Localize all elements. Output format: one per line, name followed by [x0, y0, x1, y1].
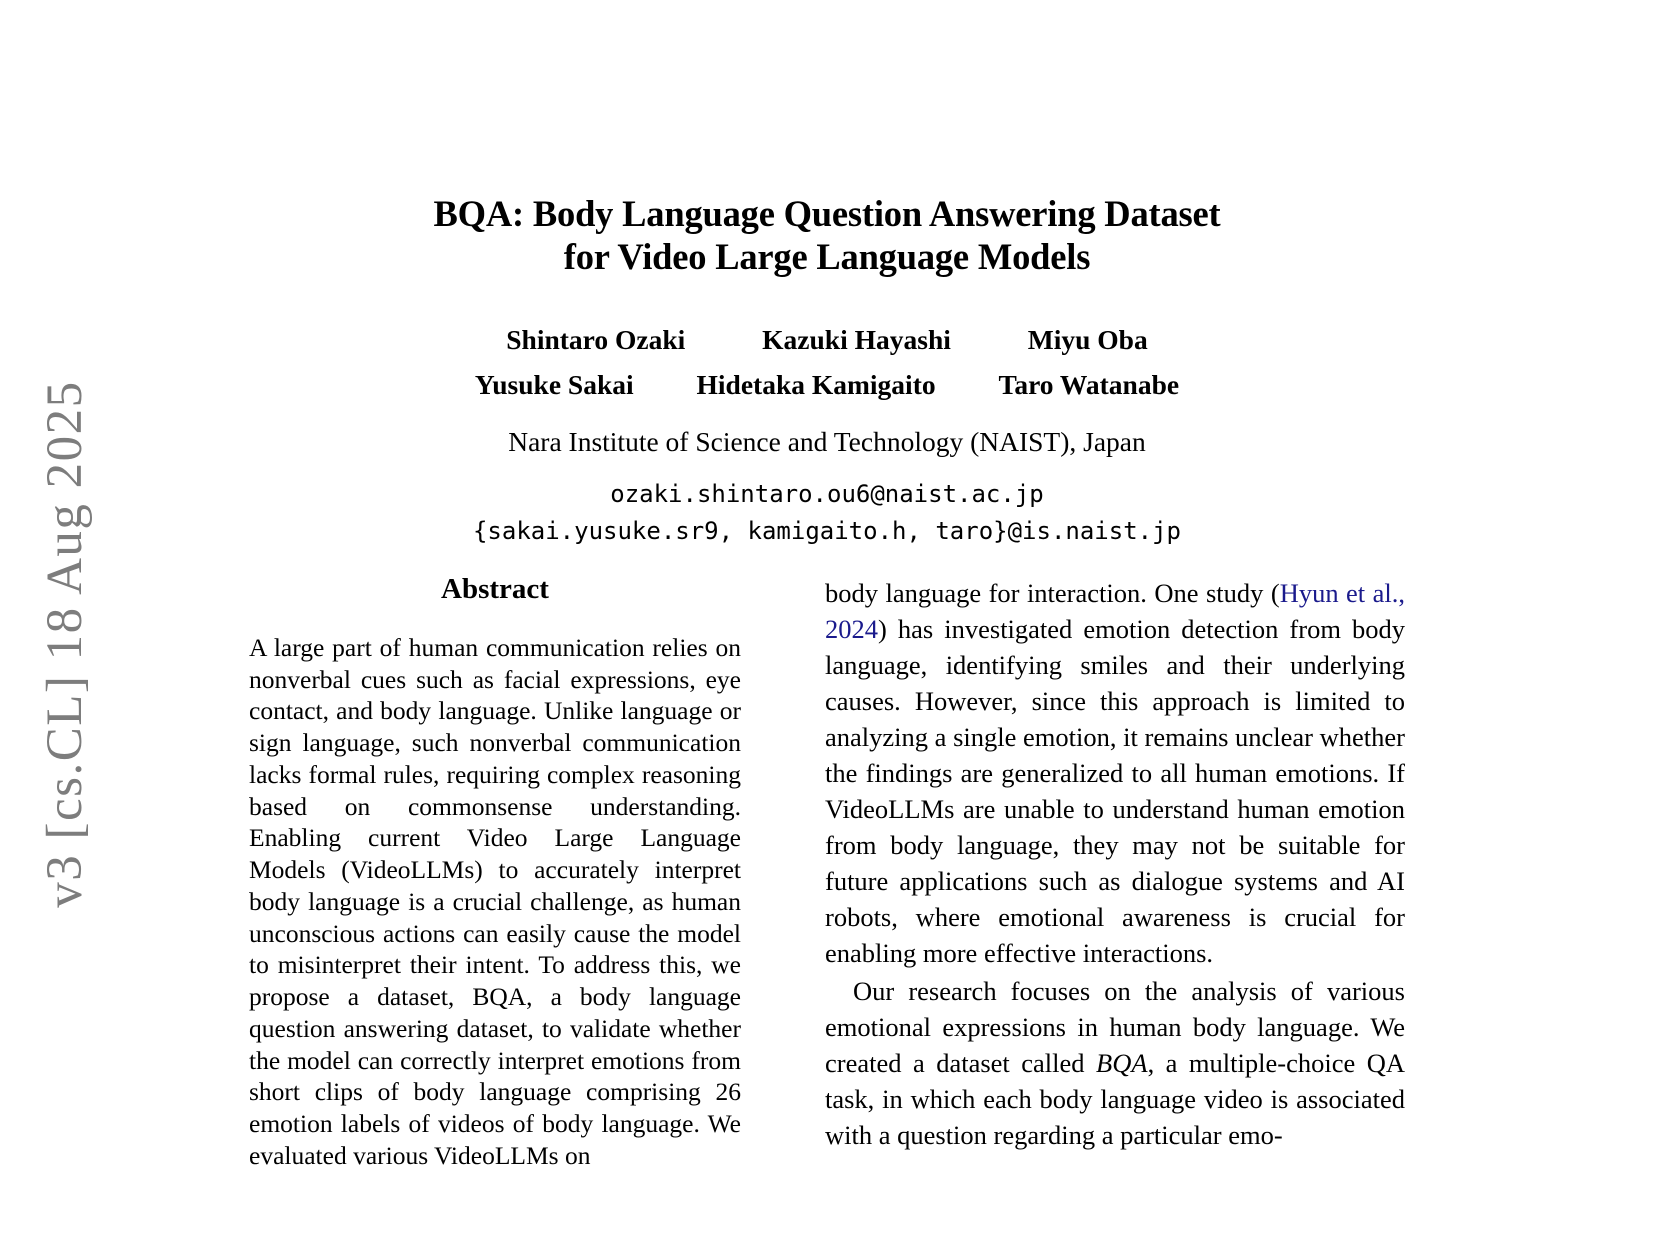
affiliation: Nara Institute of Science and Technology (NAIST), Japan	[508, 425, 1146, 457]
author-name: Kazuki Hayashi	[762, 324, 951, 356]
author-name: Yusuke Sakai	[474, 368, 634, 400]
author-list	[237, 318, 1417, 407]
author-name: Hidetaka Kamigaito	[696, 368, 936, 400]
paper-header	[237, 0, 1417, 549]
author-emails	[237, 476, 1417, 549]
two-column-body	[0, 575, 1654, 1171]
abstract-text: A large part of human communication relies on nonverbal cues such as facial expressions, eye contact, and body language. Unlike language or sign language, such nonverbal communication lacks formal rules, requiring complex reasoning based on commonsense understanding. Enabling current Video Large Language Models (VideoLLMs) to accurately interpret body language is a crucial challenge, as human unconscious actions can easily cause the model to misinterpret their intent. To address this, we propose a dataset, BQA, a body language question answering dataset, to validate whether the model can correctly interpret emotions from short clips of body language comprising 26 emotion labels of videos of body language. We evaluated various VideoLLMs on	[249, 633, 741, 1170]
author-name: Shintaro Ozaki	[506, 324, 686, 356]
author-name: Taro Watanabe	[998, 368, 1180, 400]
dataset-name-emphasis: BQA	[1096, 1048, 1148, 1079]
intro-paragraph-1	[825, 575, 1405, 971]
introduction-column	[825, 575, 1405, 1171]
citation-link[interactable]: Hyun et al., 2024	[825, 578, 1406, 645]
arxiv-identifier-stamp: v3 [cs.CL] 18 Aug 2025	[37, 380, 93, 908]
author-row-1	[237, 318, 1417, 363]
abstract-column	[249, 575, 741, 1171]
intro-par2-post: , a multiple-choice QA task, in which each body language video is associated with a question regarding a particular emo-	[825, 1048, 1405, 1151]
page-title	[237, 193, 1417, 278]
author-name: Miyu Oba	[1027, 324, 1148, 356]
intro-par2-pre: Our research focuses on the analysis of various emotional expressions in human body language. We created a dataset called	[825, 976, 1405, 1079]
author-row-2	[237, 363, 1417, 408]
abstract-heading: Abstract	[441, 573, 549, 605]
title-line-1: BQA: Body Language Question Answering Dataset	[433, 193, 1221, 234]
intro-paragraph-2	[825, 973, 1405, 1153]
email-line-group: {sakai.yusuke.sr9, kamigaito.h, taro}@is.naist.jp	[472, 516, 1181, 545]
intro-par1-post: ) has investigated emotion detection from body language, identifying smiles and their underlying causes. However, since this approach is limited to analyzing a single emotion, it remains unclear whether the findings are generalized to all human emotions. If VideoLLMs are unable to understand human emotion from body language, they may not be suitable for future applications such as dialogue systems and AI robots, where emotional awareness is crucial for enabling more effective interactions.	[825, 614, 1405, 969]
title-line-2: for Video Large Language Models	[563, 235, 1091, 277]
email-line-primary: ozaki.shintaro.ou6@naist.ac.jp	[610, 480, 1044, 509]
intro-par1-pre: body language for interaction. One study (	[825, 578, 1280, 608]
